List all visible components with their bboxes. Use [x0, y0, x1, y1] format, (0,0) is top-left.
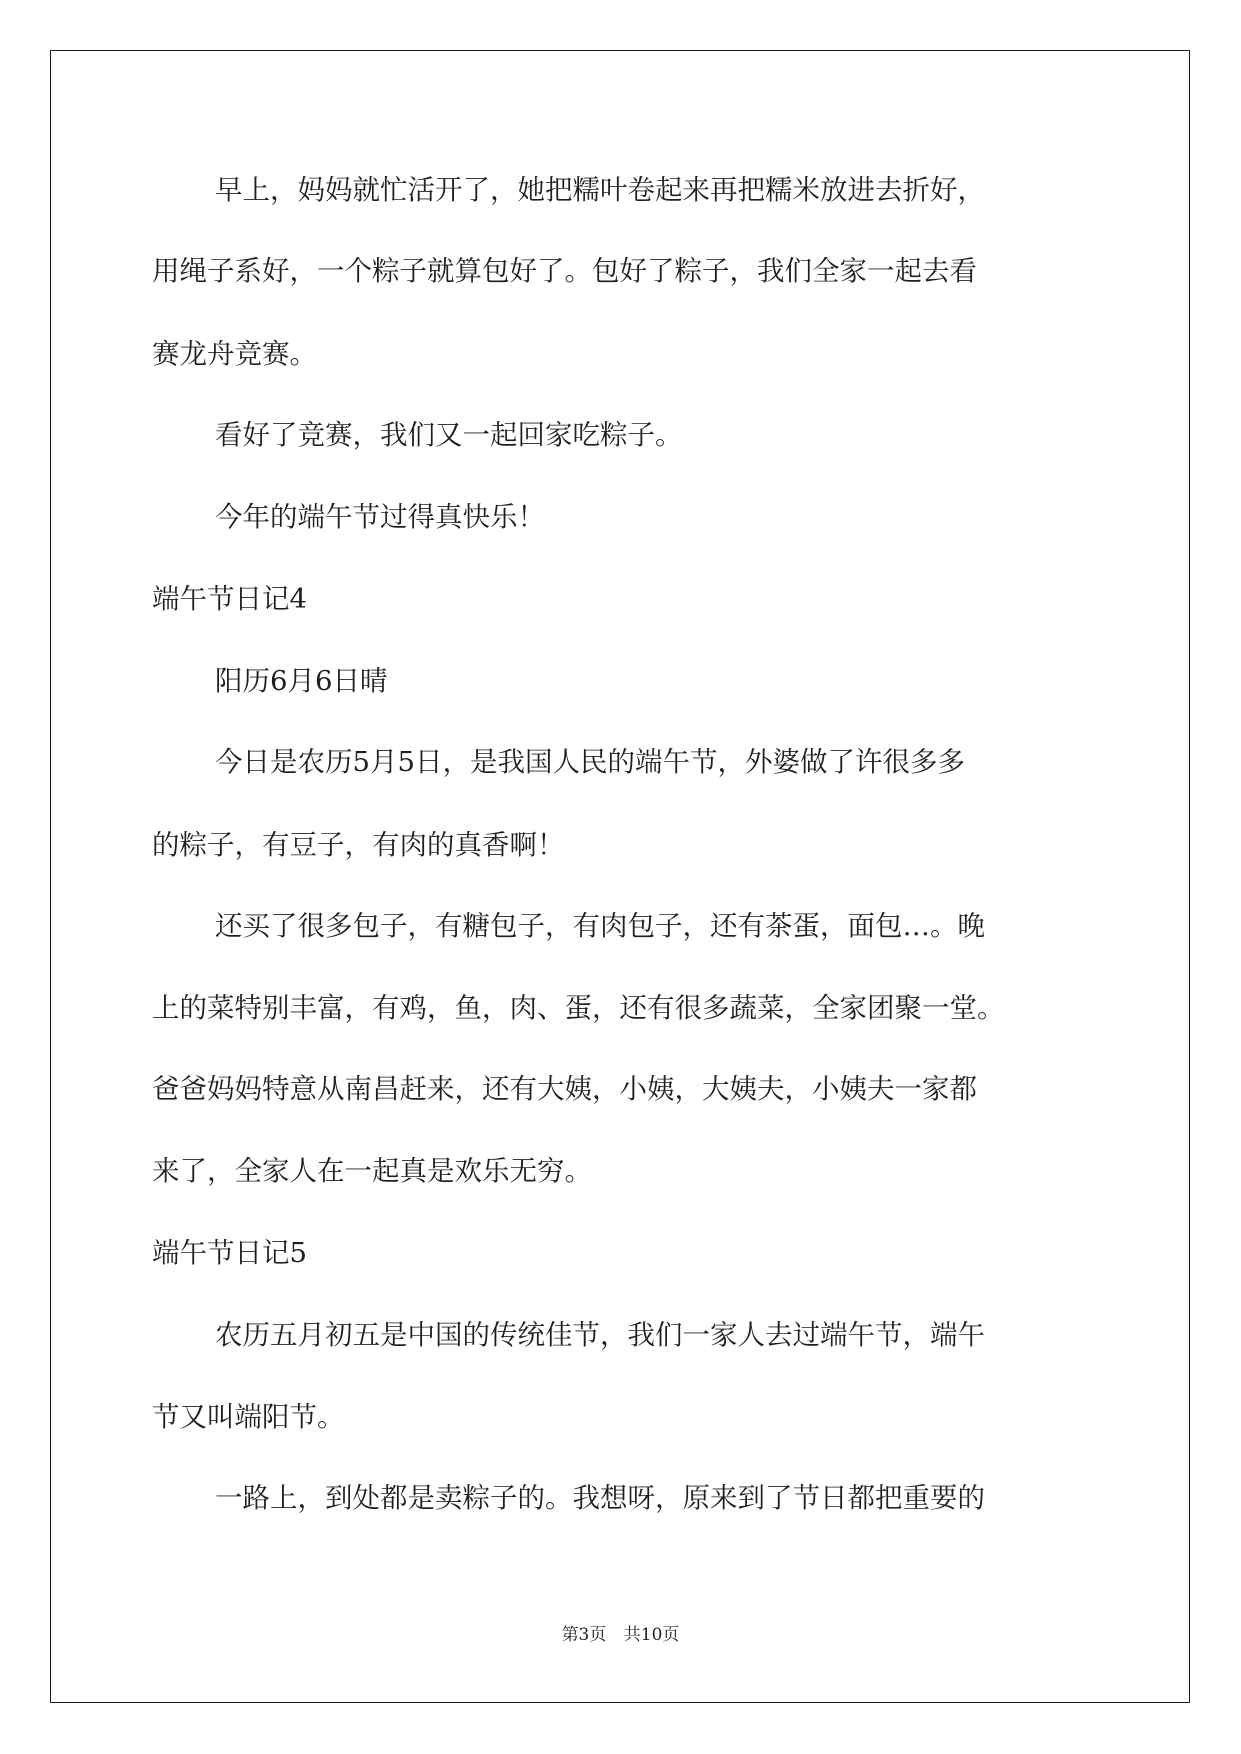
paragraph-line: 一路上，到处都是卖粽子的。我想呀，原来到了节日都把重要的 [215, 1482, 985, 1514]
paragraph-line: 看好了竞赛，我们又一起回家吃粽子。 [215, 419, 683, 451]
section-heading: 端午节日记5 [152, 1237, 307, 1269]
total-pages: 共10页 [623, 1625, 680, 1645]
diary-date-line: 阳历6月6日晴 [215, 665, 388, 697]
paragraph-line: 今年的端午节过得真快乐！ [215, 501, 545, 533]
paragraph-line: 爸爸妈妈特意从南昌赶来，还有大姨，小姨，大姨夫，小姨夫一家都 [152, 1073, 977, 1105]
paragraph-line: 赛龙舟竞赛。 [152, 338, 317, 370]
page-border [50, 50, 1190, 1703]
paragraph-line: 早上，妈妈就忙活开了，她把糯叶卷起来再把糯米放进去折好， [215, 174, 985, 206]
section-heading: 端午节日记4 [152, 583, 307, 615]
paragraph-line: 农历五月初五是中国的传统佳节，我们一家人去过端午节，端午 [215, 1319, 985, 1351]
paragraph-line: 用绳子系好，一个粽子就算包好了。包好了粽子，我们全家一起去看 [152, 255, 977, 287]
page-number: 第3页 [561, 1625, 607, 1645]
paragraph-line: 的粽子，有豆子，有肉的真香啊！ [152, 829, 565, 861]
paragraph-line: 今日是农历5月5日，是我国人民的端午节，外婆做了许很多多 [215, 746, 965, 778]
paragraph-line: 节又叫端阳节。 [152, 1401, 345, 1433]
paragraph-line: 还买了很多包子，有糖包子，有肉包子，还有茶蛋，面包…。晚 [215, 910, 985, 942]
page-footer [0, 1620, 1241, 1645]
paragraph-line: 上的菜特别丰富，有鸡，鱼，肉、蛋，还有很多蔬菜，全家团聚一堂。 [152, 992, 1005, 1024]
paragraph-line: 来了，全家人在一起真是欢乐无穷。 [152, 1155, 592, 1187]
